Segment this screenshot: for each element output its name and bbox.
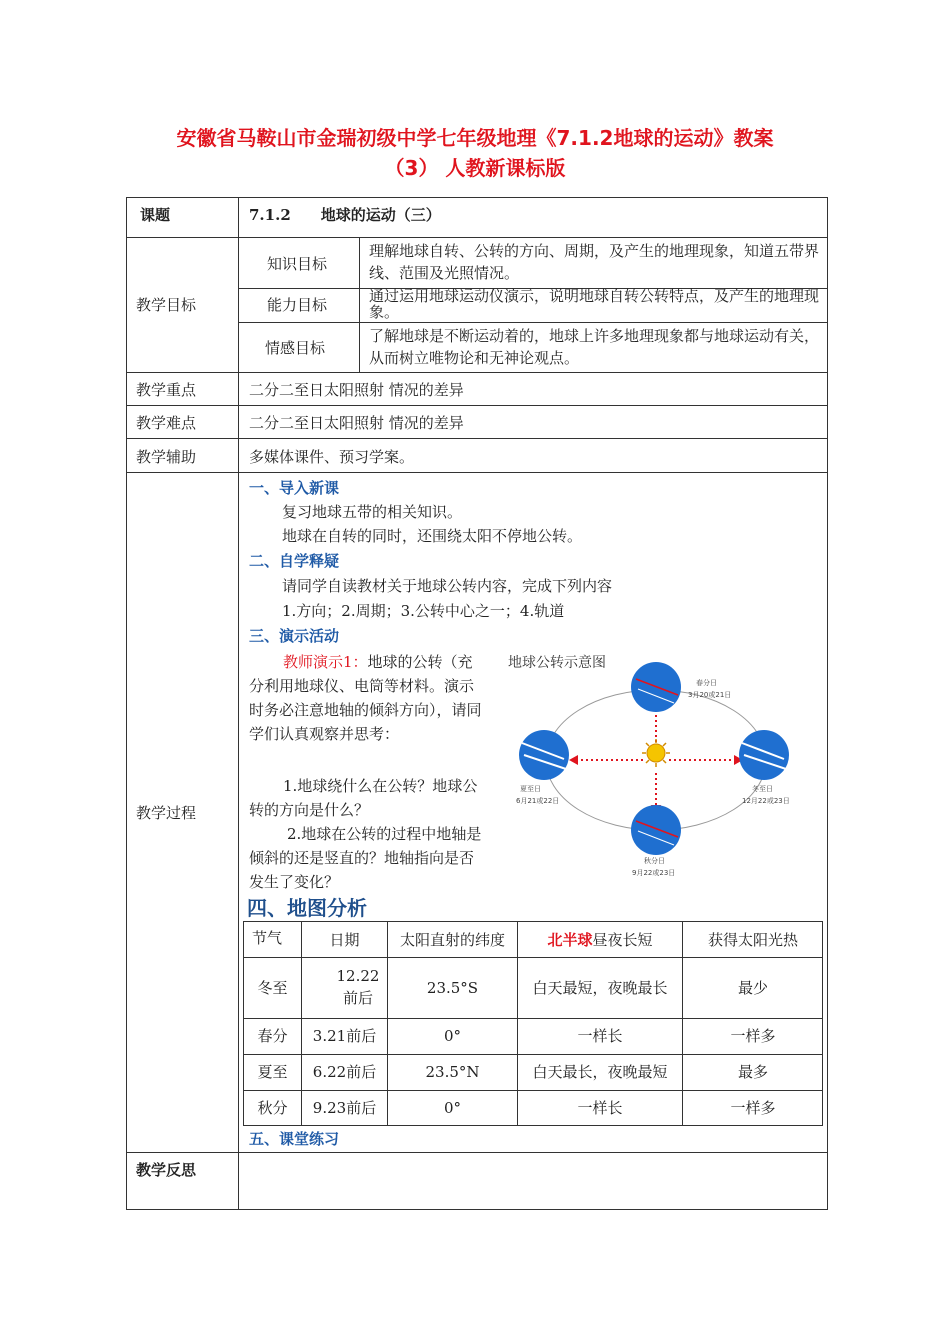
row-daynight: 一样长 bbox=[577, 1027, 623, 1045]
header-date: 日期 bbox=[329, 931, 360, 949]
header-daynight bbox=[518, 929, 682, 951]
row-term: 春分 bbox=[257, 1027, 288, 1045]
header-north-hemisphere: 北半球 bbox=[547, 931, 593, 949]
row-date: 12.22前后 bbox=[336, 967, 380, 1007]
document-title-line2: （3） 人教新课标版 bbox=[384, 156, 566, 180]
goal-emotion-label: 情感目标 bbox=[265, 339, 326, 357]
goal-emotion-text: 了解地球是不断运动着的，地球上许多地理现象都与地球运动有关，从而树立唯物论和无神论观点。 bbox=[369, 327, 820, 367]
header-heat: 获得太阳光热 bbox=[707, 931, 798, 949]
question-1: 1.地球绕什么在公转？地球公转的方向是什么？ bbox=[249, 777, 478, 819]
key-label: 教学重点 bbox=[136, 381, 197, 399]
teacher-demo-text: 地球的公转（充分利用地球仪、电筒等材料。演示时务必注意地轴的倾斜方向），请同学们认真观察并思考： bbox=[249, 653, 482, 743]
section4-title: 四、地图分析 bbox=[247, 896, 367, 920]
teacher-demo-lead: 教师演示1： bbox=[283, 653, 368, 671]
topic-label: 课题 bbox=[140, 206, 171, 224]
section3-body bbox=[249, 650, 487, 746]
row-term: 冬至 bbox=[257, 979, 288, 997]
goal-knowledge-label: 知识目标 bbox=[267, 255, 328, 273]
winter-date: 12月22或23日 bbox=[742, 797, 790, 805]
sun-icon bbox=[642, 739, 670, 767]
earth-spring-icon bbox=[631, 662, 681, 712]
diagram-title: 地球公转示意图 bbox=[508, 655, 606, 671]
autumn-date: 9月22或23日 bbox=[632, 869, 676, 877]
aids-value: 多媒体课件、预习学案。 bbox=[249, 448, 415, 466]
row-daynight: 白天最短，夜晚最长 bbox=[532, 979, 668, 997]
row-heat: 一样多 bbox=[730, 1099, 776, 1117]
earth-summer-icon bbox=[519, 730, 569, 780]
section2-p1: 请同学自读教材关于地球公转内容，完成下列内容 bbox=[282, 577, 613, 595]
header-daynight-label: 昼夜长短 bbox=[592, 931, 653, 949]
aids-label: 教学辅助 bbox=[136, 448, 197, 466]
section3-title: 三、演示活动 bbox=[249, 627, 340, 645]
row-date: 9.23前后 bbox=[312, 1099, 377, 1117]
row-term: 秋分 bbox=[257, 1099, 288, 1117]
autumn-name: 秋分日 bbox=[644, 857, 665, 865]
section1-p1: 复习地球五带的相关知识。 bbox=[282, 503, 463, 521]
topic-value: 7.1.2 地球的运动（三） bbox=[249, 206, 441, 224]
difficulty-value: 二分二至日太阳照射 情况的差异 bbox=[249, 414, 464, 432]
row-date: 6.22前后 bbox=[312, 1063, 377, 1081]
spring-date: 3月20或21日 bbox=[688, 691, 732, 699]
key-value: 二分二至日太阳照射 情况的差异 bbox=[249, 381, 464, 399]
row-heat: 最少 bbox=[737, 979, 768, 997]
earth-autumn-icon bbox=[631, 805, 681, 855]
goals-label: 教学目标 bbox=[136, 296, 197, 314]
summer-date: 6月21或22日 bbox=[516, 797, 560, 805]
section5-title: 五、课堂练习 bbox=[249, 1130, 340, 1148]
row-heat: 一样多 bbox=[730, 1027, 776, 1045]
row-daynight: 一样长 bbox=[577, 1099, 623, 1117]
section2-title: 二、自学释疑 bbox=[249, 552, 340, 570]
row-term: 夏至 bbox=[257, 1063, 288, 1081]
row-heat: 最多 bbox=[737, 1063, 768, 1081]
winter-name: 冬至日 bbox=[752, 785, 773, 793]
solar-terms-table bbox=[243, 921, 823, 1126]
goal-knowledge-text: 理解地球自转、公转的方向、周期，及产生的地理现象，知道五带界线、范围及光照情况。 bbox=[369, 242, 820, 282]
question-2: 2.地球在公转的过程中地轴是倾斜的还是竖直的？地轴指向是否发生了变化？ bbox=[249, 825, 482, 891]
section1-title: 一、导入新课 bbox=[249, 479, 340, 497]
section1-p2: 地球在自转的同时，还围绕太阳不停地公转。 bbox=[282, 527, 583, 545]
reflection-label: 教学反思 bbox=[136, 1161, 197, 1179]
summer-name: 夏至日 bbox=[520, 785, 541, 793]
goal-ability-label: 能力目标 bbox=[267, 296, 328, 314]
header-latitude: 太阳直射的纬度 bbox=[399, 931, 505, 949]
row-date: 3.21前后 bbox=[312, 1027, 377, 1045]
goal-ability-text: 通过运用地球运动仪演示，说明地球自转公转特点，及产生的地理现象。 bbox=[369, 287, 820, 321]
document-title-line1: 安徽省马鞍山市金瑞初级中学七年级地理《7.1.2地球的运动》教案 bbox=[176, 126, 774, 150]
row-latitude: 0° bbox=[443, 1099, 462, 1117]
earth-winter-icon bbox=[739, 730, 789, 780]
process-label: 教学过程 bbox=[136, 804, 197, 822]
section2-p2: 1.方向；2.周期；3.公转中心之一；4.轨道 bbox=[282, 602, 565, 620]
difficulty-label: 教学难点 bbox=[136, 414, 197, 432]
header-term: 节气 bbox=[252, 929, 283, 947]
row-latitude: 23.5°S bbox=[426, 979, 479, 997]
spring-name: 春分日 bbox=[696, 679, 717, 687]
earth-revolution-diagram bbox=[498, 645, 814, 885]
row-daynight: 白天最长，夜晚最短 bbox=[532, 1063, 668, 1081]
row-latitude: 0° bbox=[443, 1027, 462, 1045]
row-latitude: 23.5°N bbox=[425, 1063, 480, 1081]
